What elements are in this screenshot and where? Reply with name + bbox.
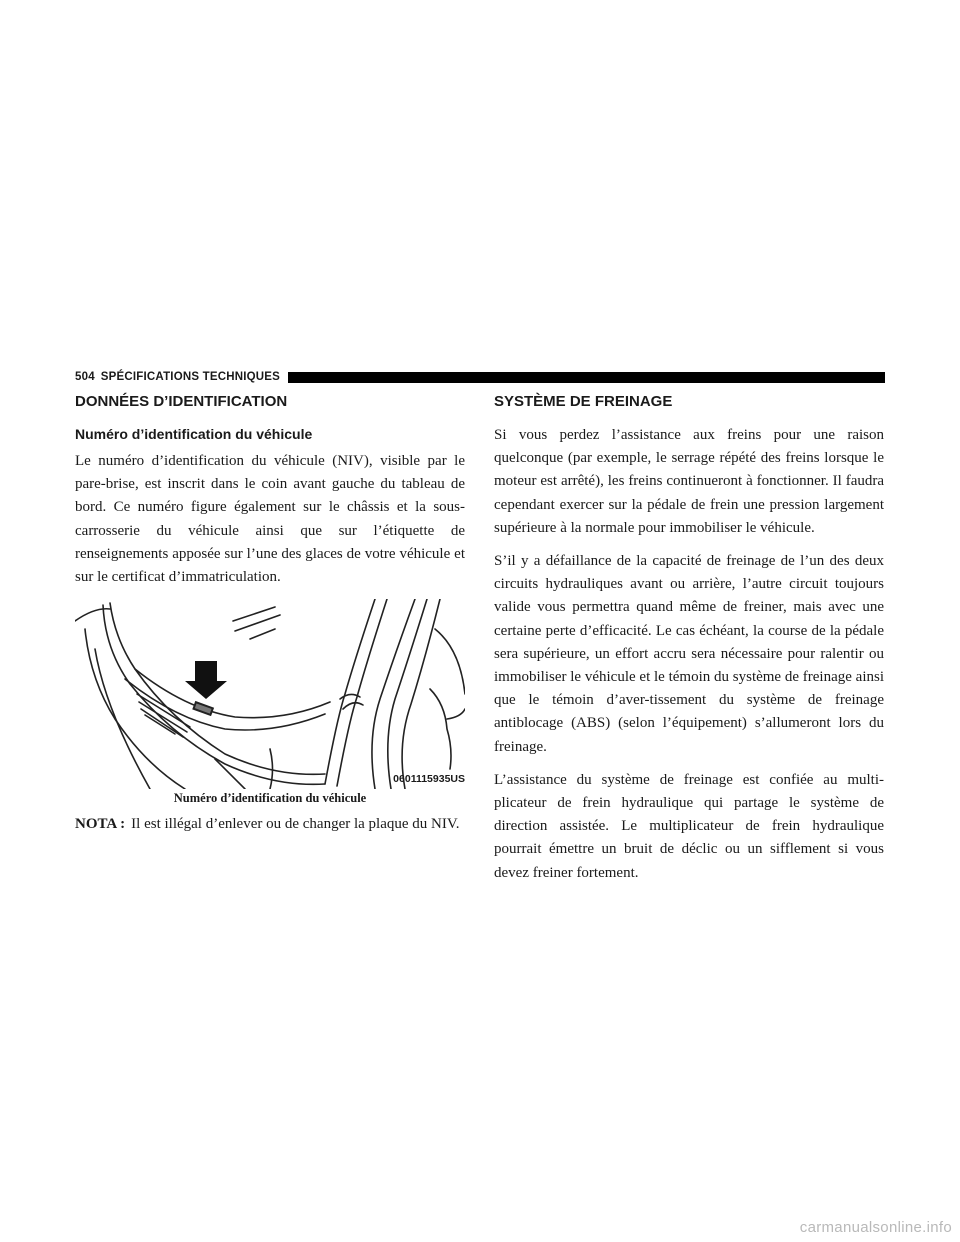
braking-paragraph-3: L’assistance du système de freinage est confiée au multi-plicateur de frein hydraulique qui partage le système de direction assistée. Le multiplicateur de frein hydraulique pourrait émettre un bruit de déclic ou un sifflement si vous devez freiner fortement.	[494, 771, 884, 881]
page-header	[75, 370, 885, 384]
section-title: SPÉCIFICATIONS TECHNIQUES	[100, 371, 281, 383]
braking-paragraph-2: S’il y a défaillance de la capacité de freinage de l’un des deux circuits hydrauliques avant ou arrière, l’autre circuit toujours valide vous permettra quand même de freiner, mais avec une certaine perte d’efficacité. Le cas échéant, la course de la pédale sera supérieure, un effort accru sera nécessaire pour ralentir ou immobiliser le véhicule et le témoin du système de freinage ainsi que le témoin d’aver-tissement du système de freinage antiblocage (ABS) (selon l’équipement) s’allumeront lors du freinage.	[494, 553, 884, 755]
braking-heading: SYSTÈME DE FREINAGE	[494, 393, 673, 410]
header-rule	[288, 372, 885, 383]
figure-caption: Numéro d’identification du véhicule	[173, 791, 367, 806]
note-label: NOTA :	[75, 816, 126, 833]
figure-code: 0601115935US	[393, 773, 465, 786]
page-number: 504	[75, 371, 95, 383]
vin-paragraph: Le numéro d’identification du véhicule (NIV), visible par le pare-brise, est inscrit dans le coin avant gauche du tableau de bord. Ce numéro figure également sur le châssis et la sous-carrosserie du véhicule ainsi que sur l’étiquette de renseignements apposée sur l’une des glaces de votre véhicule et sur le certificat d’immatriculation.	[75, 453, 465, 586]
note-text: Il est illégal d’enlever ou de changer la plaque du NIV.	[131, 816, 460, 833]
note	[75, 813, 465, 836]
right-column	[494, 392, 884, 895]
vin-subheading: Numéro d’identification du véhicule	[75, 426, 313, 442]
vin-illustration	[75, 599, 465, 789]
identification-heading: DONNÉES D’IDENTIFICATION	[75, 393, 288, 410]
left-column	[75, 392, 465, 836]
watermark: carmanualsonline.info	[799, 1219, 952, 1236]
vin-location-figure	[75, 599, 465, 789]
braking-paragraph-1: Si vous perdez l’assistance aux freins pour une raison quelconque (par exemple, le serrage répété des freins lorsque le moteur est arrêté), les freins continueront à fonctionner. Il faudra cependant exercer sur la pédale de frein une pression largement supérieure à la normale pour immobiliser le véhicule.	[494, 427, 884, 536]
